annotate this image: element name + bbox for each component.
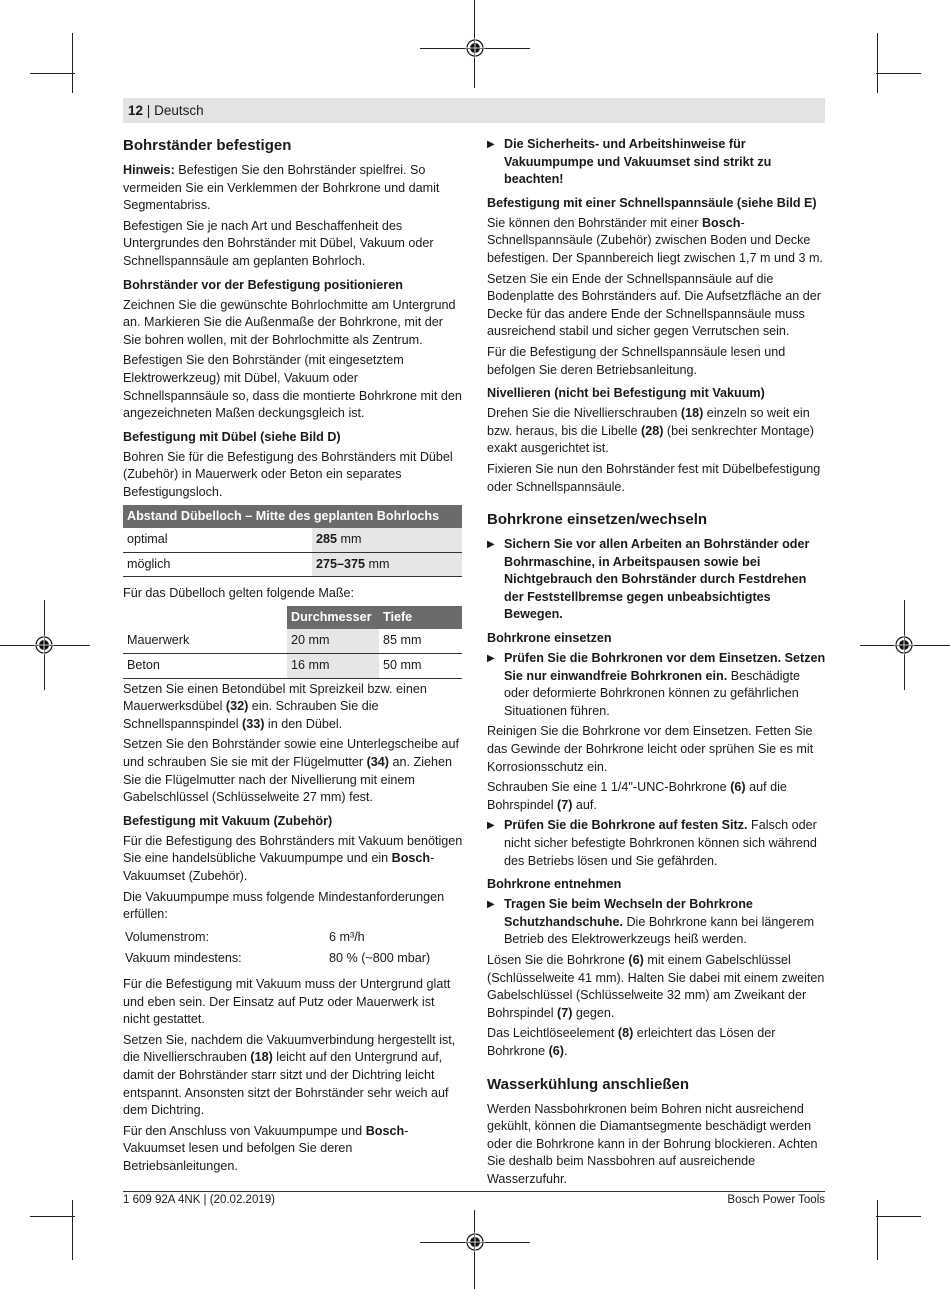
text-span: (bei senkrechter Montage) exakt ausgerichtet ist.: [487, 423, 814, 456]
brand-name: Bosch: [391, 851, 431, 866]
table-header: Abstand Dübelloch – Mitte des geplanten Bohrlochs: [123, 505, 462, 529]
table-cell: 16 mm: [287, 654, 379, 679]
right-column: [487, 136, 827, 1192]
warning-bullet: [487, 536, 827, 624]
text-span: mit einem Gabelschlüssel (Schlüsselweite 41 mm). Halten Sie dabei mit einem zweiten Gabelschlüssel (Schlüsselweite 32 mm) am Zweikant der Bohrspindel: [487, 952, 825, 1020]
dowel-hole-table: [123, 606, 462, 679]
text-span: Drehen Sie die Nivellierschrauben: [487, 406, 681, 421]
section-title: Bohrkrone einsetzen/wechseln: [487, 511, 708, 529]
text-span: -Vakuumset (Zubehör).: [123, 851, 435, 883]
text-span: Sie können den Bohrständer mit einer: [487, 215, 702, 230]
table-row: [123, 948, 462, 970]
reference-number: (7): [557, 797, 573, 812]
warning-bullet: [487, 650, 827, 720]
reference-number: (8): [617, 1026, 634, 1041]
paragraph: [123, 1032, 463, 1120]
text-span: .: [564, 1043, 568, 1058]
paragraph: Die Vakuumpumpe muss folgende Mindestanforderungen erfüllen:: [123, 889, 445, 922]
registration-mark-icon: [894, 635, 914, 655]
paragraph: Setzen Sie ein Ende der Schnellspannsäule auf die Bodenplatte des Bohrständers auf. Die Aufsetzfläche an der Decke für das andere Ende der Schnellspannsäule muss ausreichend stabil und sicher gegen Verrutschen sein.: [487, 271, 821, 339]
paragraph: Für die Befestigung mit Vakuum muss der Untergrund glatt und eben sein. Der Einsatz auf Putz oder Mauerwerk ist nicht gestattet.: [123, 976, 451, 1027]
paragraph: Fixieren Sie nun den Bohrständer fest mit Dübelbefestigung oder Schnellspannsäule.: [487, 461, 821, 494]
subheading: Bohrständer vor der Befestigung positionieren: [123, 277, 403, 292]
crop-mark: [876, 73, 921, 74]
text-span: in den Dübel.: [264, 716, 343, 731]
crop-mark: [876, 1216, 921, 1217]
crop-mark: [72, 1200, 73, 1260]
table-unit: mm: [337, 532, 362, 547]
crop-mark: [877, 33, 878, 93]
crop-mark: [30, 1216, 75, 1217]
text-span: an. Ziehen Sie die Flügelmutter nach der Nivellierung mit einem Gabelschlüssel (Schlüsselweite 27 mm) fest.: [123, 755, 453, 805]
table-cell: 80 % (~800 mbar): [329, 951, 431, 966]
text-span: Schrauben Sie eine 1 1/4"-UNC-Bohrkrone: [487, 780, 731, 795]
warning-bullet: [487, 136, 827, 189]
warning-text: Sichern Sie vor allen Arbeiten an Bohrständer oder Bohrmaschine, in Arbeitspausen sowie bei Nichtgebrauch den Bohrständer durch Festdrehen der Feststellbremse gegen unbeabsichtigtes Bewegen.: [504, 537, 810, 622]
table-row: [123, 927, 462, 949]
table-cell: 20 mm: [287, 629, 379, 653]
text-span: Die Bohrkrone kann bei längerem Betrieb des Elektrowerkzeugs heiß werden.: [504, 914, 815, 947]
table-cell: [312, 528, 462, 552]
table-header: [123, 606, 287, 630]
paragraph: [487, 405, 827, 458]
page-number: 12: [128, 103, 144, 118]
paragraph: [487, 952, 827, 1022]
paragraph: Für das Dübelloch gelten folgende Maße:: [123, 586, 355, 601]
text-span: Beschädigte oder deformierte Bohrkronen können zu gefährlichen Situationen führen.: [504, 668, 801, 718]
warning-text: Prüfen Sie die Bohrkronen vor dem Einsetzen. Setzen Sie nur einwandfreie Bohrkronen ein.: [504, 651, 826, 683]
table-cell: [312, 552, 462, 577]
subheading: Bohrkrone entnehmen: [487, 877, 622, 892]
text-span: Für den Anschluss von Vakuumpumpe und: [123, 1123, 366, 1138]
text-span: -Vakuumset lesen und befolgen Sie deren Betriebsanleitungen.: [123, 1123, 409, 1173]
table-row: [123, 552, 462, 577]
paragraph: Befestigen Sie den Bohrständer (mit eingesetztem Elektrowerkzeug) mit Dübel, Vakuum oder Schnellspannsäule so, dass die montierte Bohrkrone mit den angezeichneten Maßen deckungsgleich ist.: [123, 353, 462, 421]
crop-mark: [30, 73, 75, 74]
paragraph: Bohren Sie für die Befestigung des Bohrständers mit Dübel (Zubehör) in Mauerwerk oder Beton ein separates Befestigungsloch.: [123, 449, 453, 499]
brand-name: Bosch: [701, 215, 741, 230]
paragraph: [487, 779, 827, 814]
publisher-name: Bosch Power Tools: [727, 1194, 825, 1206]
table-row: [123, 654, 462, 679]
reference-number: (28): [641, 423, 664, 438]
table-cell: Volumenstrom:: [125, 929, 209, 944]
bullet-arrow-icon: ▶: [487, 653, 495, 665]
text-span: Setzen Sie, nachdem die Vakuumverbindung hergestellt ist, die Nivellierschrauben: [123, 1032, 456, 1065]
subheading: Befestigung mit einer Schnellspannsäule (siehe Bild E): [487, 195, 817, 210]
text-span: auf die Bohrspindel: [487, 780, 787, 812]
reference-number: (6): [628, 952, 644, 967]
table-value: 285: [316, 532, 338, 547]
header-separator: |: [146, 103, 151, 118]
table-header: Tiefe: [379, 606, 462, 630]
document-number: 1 609 92A 4NK | (20.02.2019): [123, 1194, 275, 1206]
text-span: Das Leichtlöseelement: [487, 1026, 618, 1041]
paragraph: [123, 833, 463, 886]
table-header: Durchmesser: [287, 606, 379, 630]
registration-mark-icon: [465, 38, 485, 58]
text-span: Lösen Sie die Bohrkrone: [487, 952, 629, 967]
page-number-label: [128, 103, 204, 118]
registration-mark-icon: [34, 635, 54, 655]
text-span: erleichtert das Lösen der Bohrkrone: [487, 1026, 776, 1058]
paragraph: Reinigen Sie die Bohrkrone vor dem Einsetzen. Fetten Sie das Gewinde der Bohrkrone leicht oder sprühen Sie es mit Korrosionsschutz ein.: [487, 724, 814, 774]
table-cell: 50 mm: [379, 654, 462, 679]
text-span: auf.: [572, 797, 597, 812]
text-span: einzeln so weit ein bzw. heraus, bis die Libelle: [487, 406, 810, 438]
note-text: Befestigen Sie den Bohrständer spielfrei. So vermeiden Sie ein Verklemmen der Bohrkrone und damit Segmentabriss.: [123, 163, 440, 213]
header-language: Deutsch: [154, 103, 204, 118]
paragraph: [487, 1025, 827, 1060]
text-span: gegen.: [572, 1005, 615, 1020]
warning-text: Tragen Sie beim Wechseln der Bohrkrone Schutzhandschuhe.: [504, 897, 753, 929]
subheading: Befestigung mit Dübel (siehe Bild D): [123, 429, 341, 444]
left-column: [123, 136, 463, 1179]
paragraph: [123, 736, 463, 806]
paragraph: Zeichnen Sie die gewünschte Bohrlochmitte am Untergrund an. Markieren Sie die Außenmaße der Bohrkrone, mit der Sie bohren wollen, mit der Bohrlochmitte als Zentrum.: [123, 297, 456, 347]
bullet-arrow-icon: ▶: [487, 539, 495, 551]
paragraph: [123, 1123, 463, 1176]
paragraph: [123, 681, 463, 734]
bullet-arrow-icon: ▶: [487, 139, 495, 150]
text-span: leicht auf den Untergrund auf, damit der Bohrständer starr sitzt und der Dichtring leicht entspannt. Ansonsten sitzt der Bohrständer sehr weich auf dem Dichtring.: [123, 1050, 449, 1118]
reference-number: (18): [680, 406, 704, 421]
paragraph: Werden Nassbohrkronen beim Bohren nicht ausreichend gekühlt, können die Diamantsegmente beschädigt werden oder die Bohrkrone kann in der Bohrung blockieren. Achten Sie deshalb beim Nassbohren auf ausreichende Wasserzufuhr.: [487, 1101, 818, 1186]
table-cell: Vakuum mindestens:: [125, 951, 242, 966]
subheading: Befestigung mit Vakuum (Zubehör): [123, 813, 333, 828]
paragraph: [487, 215, 827, 268]
reference-number: (6): [730, 780, 746, 795]
warning-bullet: [487, 817, 827, 870]
brand-name: Bosch: [365, 1123, 405, 1138]
table-value: 275–375: [316, 556, 366, 571]
vacuum-requirements-table: [123, 927, 462, 970]
subheading: Nivellieren (nicht bei Befestigung mit Vakuum): [487, 386, 765, 401]
paragraph: Für die Befestigung der Schnellspannsäule lesen und befolgen Sie deren Betriebsanleitung.: [487, 344, 786, 377]
crop-mark: [72, 33, 73, 93]
section-title: Wasserkühlung anschließen: [487, 1075, 689, 1093]
table-row: [123, 629, 462, 653]
text-span: -Schnellspannsäule (Zubehör) zwischen Boden und Decke befestigen. Der Spannbereich liegt zwischen 1,7 m und 3 m.: [487, 215, 824, 265]
text-span: Falsch oder nicht sicher befestigte Bohrkronen können sich während des Betriebs lösen und Sie gefährden.: [504, 818, 817, 868]
table-cell: möglich: [123, 552, 312, 577]
table-row: [123, 528, 462, 552]
table-cell: Beton: [123, 654, 287, 679]
table-cell: Mauerwerk: [123, 629, 287, 653]
warning-bullet: [487, 896, 827, 949]
crop-mark: [877, 1200, 878, 1260]
subheading: Bohrkrone einsetzen: [487, 631, 612, 646]
table-cell: 6 m³/h: [329, 929, 365, 944]
bullet-arrow-icon: ▶: [487, 899, 495, 911]
warning-text: Prüfen Sie die Bohrkrone auf festen Sitz.: [504, 818, 748, 833]
table-header-row: [123, 505, 462, 529]
reference-number: (33): [242, 716, 265, 731]
registration-mark-icon: [465, 1232, 485, 1252]
reference-number: (6): [548, 1043, 565, 1058]
reference-number: (18): [250, 1050, 273, 1065]
text-span: Setzen Sie einen Betondübel mit Spreizkeil bzw. einen Mauerwerksdübel: [123, 681, 427, 714]
table-header-row: [123, 606, 462, 630]
bullet-arrow-icon: ▶: [487, 820, 495, 832]
section-title: Bohrständer befestigen: [123, 137, 292, 154]
text-span: ein. Schrauben Sie die Schnellspannspindel: [123, 699, 379, 731]
paragraph: Befestigen Sie je nach Art und Beschaffenheit des Untergrundes den Bohrständer mit Dübel, Vakuum oder Schnellspannsäule am geplanten Bohrloch.: [123, 218, 434, 268]
paragraph: [123, 162, 463, 215]
page-footer: [123, 1191, 825, 1206]
reference-number: (32): [225, 699, 249, 714]
reference-number: (34): [366, 755, 390, 770]
distance-table: [123, 505, 462, 578]
note-label: Hinweis:: [123, 163, 175, 177]
text-span: Für die Befestigung des Bohrständers mit Vakuum benötigen Sie eine handelsübliche Vakuumpumpe und ein: [123, 833, 463, 866]
table-cell: optimal: [123, 528, 312, 552]
reference-number: (7): [557, 1005, 573, 1020]
page-header: [123, 98, 825, 123]
table-cell: 85 mm: [379, 629, 462, 653]
table-unit: mm: [365, 556, 390, 571]
warning-text: Die Sicherheits- und Arbeitshinweise für Vakuumpumpe und Vakuumset sind strikt zu beachten!: [504, 137, 772, 187]
text-span: Setzen Sie den Bohrständer sowie eine Unterlegscheibe auf und schrauben Sie sie mit der Flügelmutter: [123, 737, 460, 770]
